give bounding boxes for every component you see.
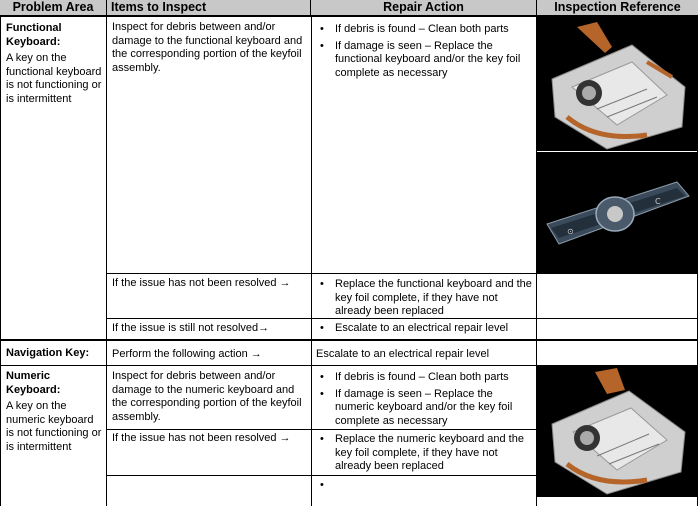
functional-repair-actions	[315, 23, 533, 83]
numeric-assembly-image	[537, 366, 697, 496]
list-item: • Escalate to an electrical repair level	[315, 322, 533, 336]
list-item: • Replace the functional keyboard and the key foil complete, if they have not already been replaced	[315, 278, 533, 319]
svg-text:C: C	[655, 197, 661, 206]
svg-text:⊙: ⊙	[567, 227, 574, 236]
navigation-inspect-text: Perform the following action →	[112, 348, 262, 360]
functional-unresolved-text: If the issue has not been resolved →	[112, 277, 291, 289]
keyboard-assembly-image	[537, 17, 697, 151]
list-item: • If damage is seen – Replace the functional keyboard and/or the key foil complete as necessary	[315, 40, 533, 81]
numeric-keyboard-description: A key on the numeric keyboard is not functioning or is intermittent	[6, 400, 102, 453]
row-divider	[537, 496, 698, 497]
list-item: • If debris is found – Clean both parts	[315, 371, 533, 385]
header-items-to-inspect: Items to Inspect	[107, 0, 311, 15]
header-inspection-reference: Inspection Reference	[537, 0, 698, 15]
functional-inspect-text: Inspect for debris between and/or damage to the functional keyboard and the corresponding portion of the keyfoil assembly.	[112, 21, 303, 74]
list-item: • Replace the numeric keyboard and the key foil complete, if they have not already been replaced	[315, 433, 533, 474]
list-item: • If debris is found – Clean both parts	[315, 23, 533, 37]
navigation-key-photo	[537, 152, 697, 273]
functional-keyboard-description: A key on the functional keyboard is not functioning or is intermittent	[6, 52, 102, 105]
numeric-repair-actions	[315, 371, 533, 431]
grid-line	[0, 17, 1, 506]
numeric-keyboard-photo	[537, 366, 697, 496]
functional-unresolved-actions	[315, 278, 533, 322]
functional-keyboard-title: Functional Keyboard:	[6, 22, 62, 48]
grid-line	[106, 17, 107, 506]
section-divider	[0, 339, 698, 341]
numeric-unresolved-text: If the issue has not been resolved →	[112, 432, 291, 444]
header-repair-action: Repair Action	[311, 0, 537, 15]
numeric-empty-actions	[315, 479, 533, 482]
header-problem-area: Problem Area	[0, 0, 107, 15]
grid-line	[311, 17, 312, 506]
functional-still-unresolved-text: If the issue is still not resolved→	[112, 322, 270, 334]
navigation-key-title: Navigation Key:	[6, 347, 90, 359]
navigation-key-image	[537, 152, 697, 273]
numeric-keyboard-title: Numeric Keyboard:	[6, 370, 61, 396]
functional-escalate-actions	[315, 322, 533, 339]
list-item: • If damage is seen – Replace the numeric keyboard and/or the key foil complete as necessary	[315, 388, 533, 429]
functional-keyboard-photo	[537, 17, 697, 151]
row-divider	[107, 273, 698, 274]
navigation-action-text: Escalate to an electrical repair level	[316, 348, 490, 360]
numeric-unresolved-actions	[315, 433, 533, 477]
numeric-inspect-text: Inspect for debris between and/or damage to the numeric keyboard and the corresponding portion of the keyfoil assembly.	[112, 370, 302, 423]
